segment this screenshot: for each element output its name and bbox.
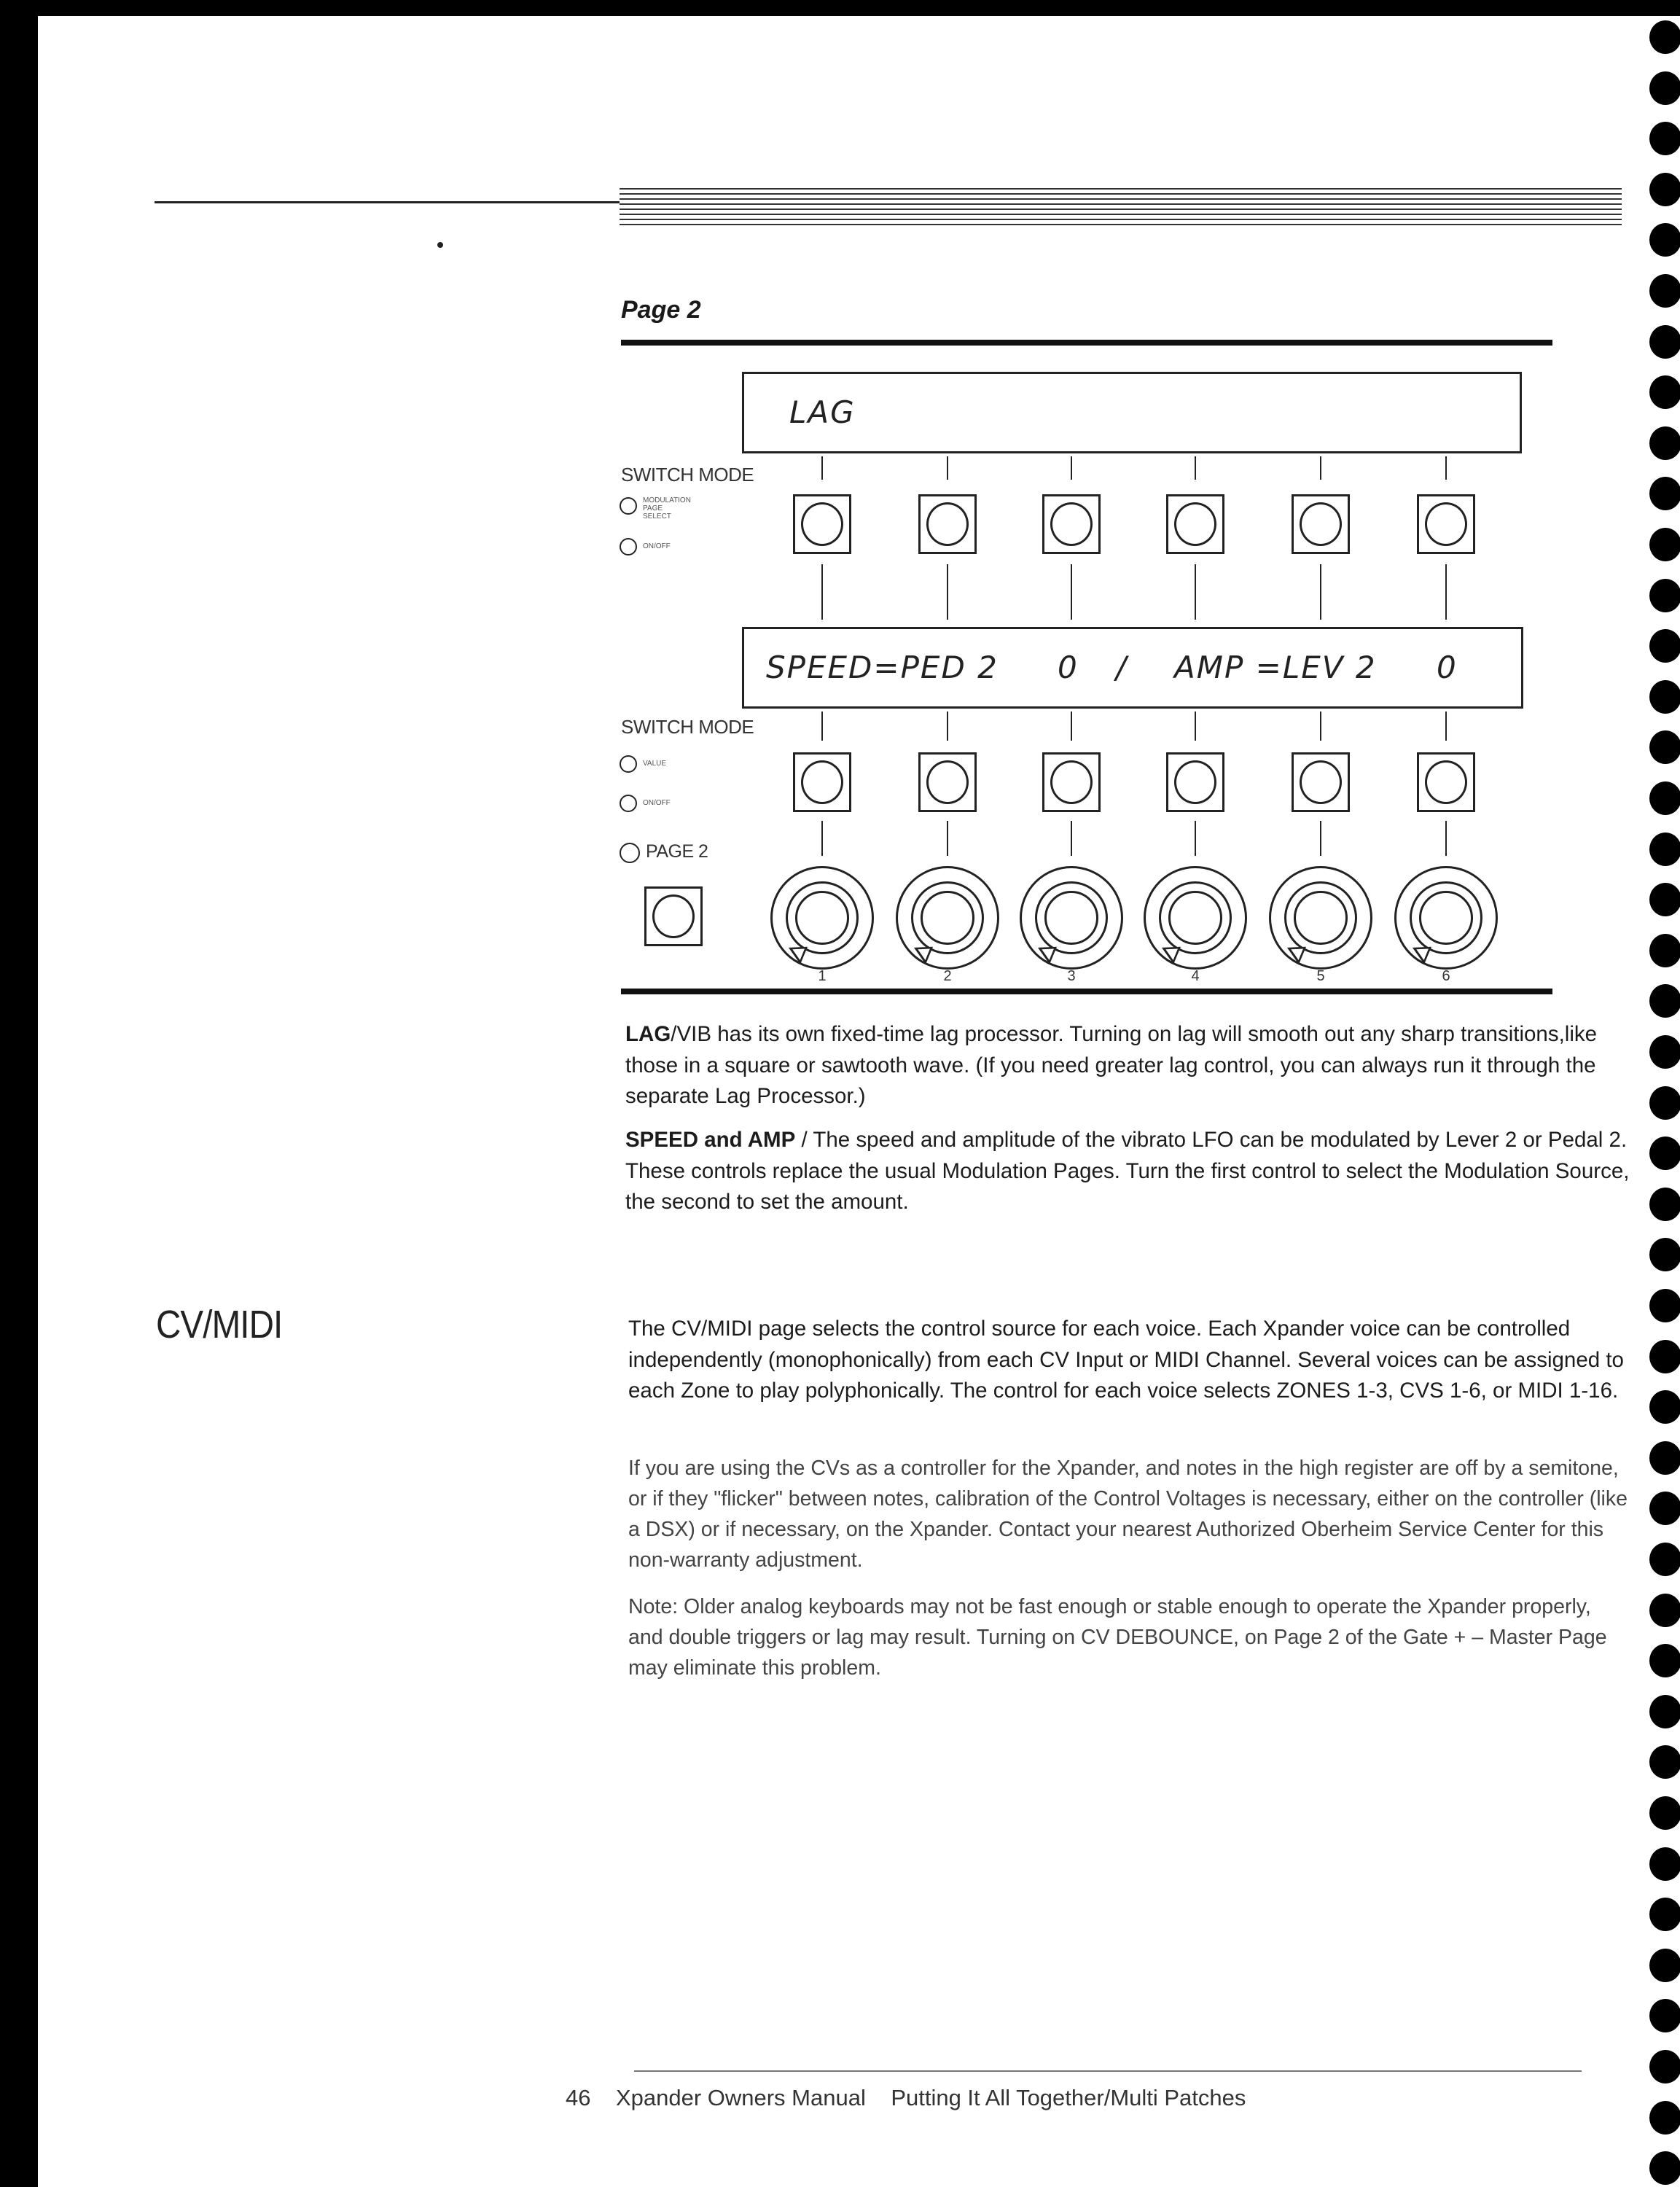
cv-midi-paragraph-3: Note: Older analog keyboards may not be fast enough or stable enough to operate the Xpander properly, and double triggers or lag may result. Turning on CV DEBOUNCE, on Page 2 of the Gate + – Master Page may eliminate this problem. bbox=[628, 1595, 1607, 1680]
knob-number: 6 bbox=[1442, 968, 1450, 984]
led-modulation-page-select bbox=[620, 497, 637, 515]
stem bbox=[1320, 456, 1321, 480]
bottom-soft-button bbox=[1166, 752, 1224, 812]
binding-hole bbox=[1649, 1644, 1680, 1677]
lag-term: LAG bbox=[625, 1022, 671, 1046]
binding-hole bbox=[1649, 1289, 1680, 1322]
led-on-off-bottom bbox=[620, 795, 637, 812]
control-knob bbox=[1394, 866, 1498, 970]
binding-hole bbox=[1649, 680, 1680, 714]
control-knob bbox=[896, 866, 999, 970]
stray-dot bbox=[437, 242, 443, 248]
binding-hole bbox=[1649, 173, 1680, 206]
stem bbox=[1071, 821, 1072, 856]
binding-hole bbox=[1649, 1390, 1680, 1424]
footer-page-number: 46 bbox=[566, 2085, 591, 2110]
bottom-soft-button bbox=[793, 752, 851, 812]
binding-hole bbox=[1649, 1695, 1680, 1728]
stem bbox=[821, 712, 823, 741]
led-page-2 bbox=[620, 843, 640, 863]
binding-hole bbox=[1649, 1796, 1680, 1830]
stem bbox=[1071, 712, 1072, 741]
knob-cap bbox=[921, 891, 974, 945]
page-2-label: PAGE 2 bbox=[646, 841, 708, 862]
stem bbox=[1071, 456, 1072, 480]
stem bbox=[947, 821, 948, 856]
binding-hole bbox=[1649, 1238, 1680, 1271]
control-knob bbox=[1269, 866, 1372, 970]
switch-mode-label-bottom: SWITCH MODE bbox=[621, 716, 754, 738]
top-lcd-text: LAG bbox=[789, 394, 856, 430]
front-panel-diagram bbox=[620, 347, 1552, 1003]
stem bbox=[821, 821, 823, 856]
binding-hole bbox=[1649, 883, 1680, 916]
lcd-amp-value: 0 bbox=[1437, 650, 1458, 685]
knob-number: 1 bbox=[818, 968, 827, 984]
led-value bbox=[620, 755, 637, 773]
knob-number: 4 bbox=[1191, 968, 1200, 984]
binding-hole bbox=[1649, 1999, 1680, 2032]
page-footer bbox=[566, 2085, 1246, 2111]
stem bbox=[1195, 712, 1196, 741]
stem bbox=[947, 564, 948, 620]
lcd-speed: SPEED=PED 2 bbox=[766, 650, 999, 685]
knob-number: 3 bbox=[1067, 968, 1076, 984]
binding-hole bbox=[1649, 1949, 1680, 1982]
binding-hole bbox=[1649, 1137, 1680, 1170]
binding-holes bbox=[1644, 15, 1680, 2187]
scan-left-edge bbox=[0, 0, 38, 2187]
stem bbox=[1445, 564, 1447, 620]
bottom-soft-button bbox=[1292, 752, 1350, 812]
binding-hole bbox=[1649, 1898, 1680, 1931]
stem bbox=[1445, 821, 1447, 856]
footer-manual-title: Xpander Owners Manual bbox=[615, 2085, 866, 2110]
knob-cap bbox=[1044, 891, 1098, 945]
binding-hole bbox=[1649, 1441, 1680, 1475]
lag-text: /VIB has its own fixed-time lag processor. Turning on lag will smooth out any sharp transitions,like those in a square or sawtooth wave. (If you need greater lag control, you can always run it through the separate Lag Processor.) bbox=[625, 1022, 1598, 1108]
cv-midi-paragraph-1: The CV/MIDI page selects the control source for each voice. Each Xpander voice can be controlled independently (monophonically) from each CV Input or MIDI Channel. Several voices can be assigned to each Zone to play polyphonically. The control for each voice selects ZONES 1-3, CVS 1-6, or MIDI 1-16. bbox=[628, 1317, 1624, 1403]
binding-hole bbox=[1649, 1086, 1680, 1120]
knob-number: 2 bbox=[943, 968, 952, 984]
binding-hole bbox=[1649, 20, 1680, 54]
stem bbox=[1445, 712, 1447, 741]
binding-hole bbox=[1649, 375, 1680, 409]
page-subheading: Page 2 bbox=[621, 296, 701, 324]
bottom-soft-button bbox=[1042, 752, 1101, 812]
binding-hole bbox=[1649, 1594, 1680, 1627]
knob-cap bbox=[1294, 891, 1348, 945]
stem bbox=[1071, 564, 1072, 620]
bottom-soft-button bbox=[918, 752, 977, 812]
binding-hole bbox=[1649, 1035, 1680, 1069]
speed-amp-paragraph bbox=[625, 1125, 1638, 1218]
led-label-modulation-page-select: MODULATION PAGE SELECT bbox=[643, 496, 691, 521]
binding-hole bbox=[1649, 2050, 1680, 2083]
binding-hole bbox=[1649, 730, 1680, 764]
speed-amp-text: / The speed and amplitude of the vibrato LFO can be modulated by Lever 2 or Pedal 2. These controls replace the usual Modulation Pages. Turn the first control to select the Modulation Source, the second to set the amount. bbox=[625, 1128, 1630, 1214]
binding-hole bbox=[1649, 477, 1680, 510]
binding-hole bbox=[1649, 629, 1680, 663]
bottom-soft-button bbox=[1417, 752, 1475, 812]
top-lcd-display bbox=[742, 372, 1522, 453]
binding-hole bbox=[1649, 325, 1680, 359]
switch-mode-label-top: SWITCH MODE bbox=[621, 464, 754, 486]
top-soft-button bbox=[1292, 494, 1350, 554]
binding-hole bbox=[1649, 1492, 1680, 1525]
binding-hole bbox=[1649, 579, 1680, 612]
stem bbox=[1445, 456, 1447, 480]
binding-hole bbox=[1649, 2101, 1680, 2135]
binding-hole bbox=[1649, 833, 1680, 866]
stem bbox=[821, 564, 823, 620]
knob-number: 5 bbox=[1316, 968, 1325, 984]
control-knob bbox=[770, 866, 874, 970]
stem bbox=[1195, 821, 1196, 856]
panel-bottom-rule bbox=[621, 989, 1552, 994]
stem bbox=[1195, 564, 1196, 620]
footer-rule bbox=[634, 2070, 1582, 2072]
binding-hole bbox=[1649, 934, 1680, 967]
lcd-amp: AMP =LEV 2 bbox=[1174, 650, 1377, 685]
led-label-value: VALUE bbox=[643, 760, 667, 768]
binding-hole bbox=[1649, 1188, 1680, 1221]
top-soft-button bbox=[1166, 494, 1224, 554]
stem bbox=[947, 456, 948, 480]
binding-hole bbox=[1649, 1340, 1680, 1373]
lcd-separator: / bbox=[1116, 650, 1128, 685]
binding-hole bbox=[1649, 122, 1680, 155]
footer-chapter: Putting It All Together/Multi Patches bbox=[891, 2085, 1246, 2110]
binding-hole bbox=[1649, 71, 1680, 105]
stem bbox=[1320, 821, 1321, 856]
cv-midi-paragraph-2: If you are using the CVs as a controller for the Xpander, and notes in the high register are off by a semitone, or if they "flicker" between notes, calibration of the Control Voltages is necessary, either on the controller (like a DSX) or if necessary, on the Xpander. Contact your nearest Authorized Oberheim Service Center for this non-warranty adjustment. bbox=[628, 1457, 1628, 1572]
led-on-off-top bbox=[620, 538, 637, 555]
speed-amp-term: SPEED and AMP bbox=[625, 1128, 796, 1152]
header-stripes bbox=[620, 188, 1622, 227]
binding-hole bbox=[1649, 1543, 1680, 1576]
section-title-cv-midi: CV/MIDI bbox=[156, 1303, 283, 1346]
top-soft-button bbox=[918, 494, 977, 554]
control-knob bbox=[1144, 866, 1247, 970]
binding-hole bbox=[1649, 1847, 1680, 1881]
stem bbox=[1195, 456, 1196, 480]
control-knob bbox=[1020, 866, 1123, 970]
bottom-lcd-display bbox=[742, 627, 1523, 709]
binding-hole bbox=[1649, 781, 1680, 815]
stem bbox=[1320, 564, 1321, 620]
page-2-button bbox=[644, 886, 703, 946]
binding-hole bbox=[1649, 426, 1680, 460]
top-soft-button bbox=[793, 494, 851, 554]
binding-hole bbox=[1649, 984, 1680, 1018]
binding-hole bbox=[1649, 274, 1680, 308]
stem bbox=[947, 712, 948, 741]
led-label-on-off-bottom: ON/OFF bbox=[643, 799, 671, 807]
binding-hole bbox=[1649, 223, 1680, 257]
lcd-speed-value: 0 bbox=[1058, 650, 1079, 685]
lag-paragraph bbox=[625, 1019, 1638, 1112]
stem bbox=[1320, 712, 1321, 741]
binding-hole bbox=[1649, 1745, 1680, 1779]
knob-cap bbox=[1168, 891, 1222, 945]
binding-hole bbox=[1649, 2151, 1680, 2185]
led-label-on-off-top: ON/OFF bbox=[643, 542, 671, 550]
binding-hole bbox=[1649, 528, 1680, 561]
knob-cap bbox=[795, 891, 849, 945]
stem bbox=[821, 456, 823, 480]
top-soft-button bbox=[1042, 494, 1101, 554]
top-soft-button bbox=[1417, 494, 1475, 554]
scan-top-edge bbox=[0, 0, 1680, 16]
panel-top-rule bbox=[621, 340, 1552, 346]
knob-cap bbox=[1419, 891, 1473, 945]
